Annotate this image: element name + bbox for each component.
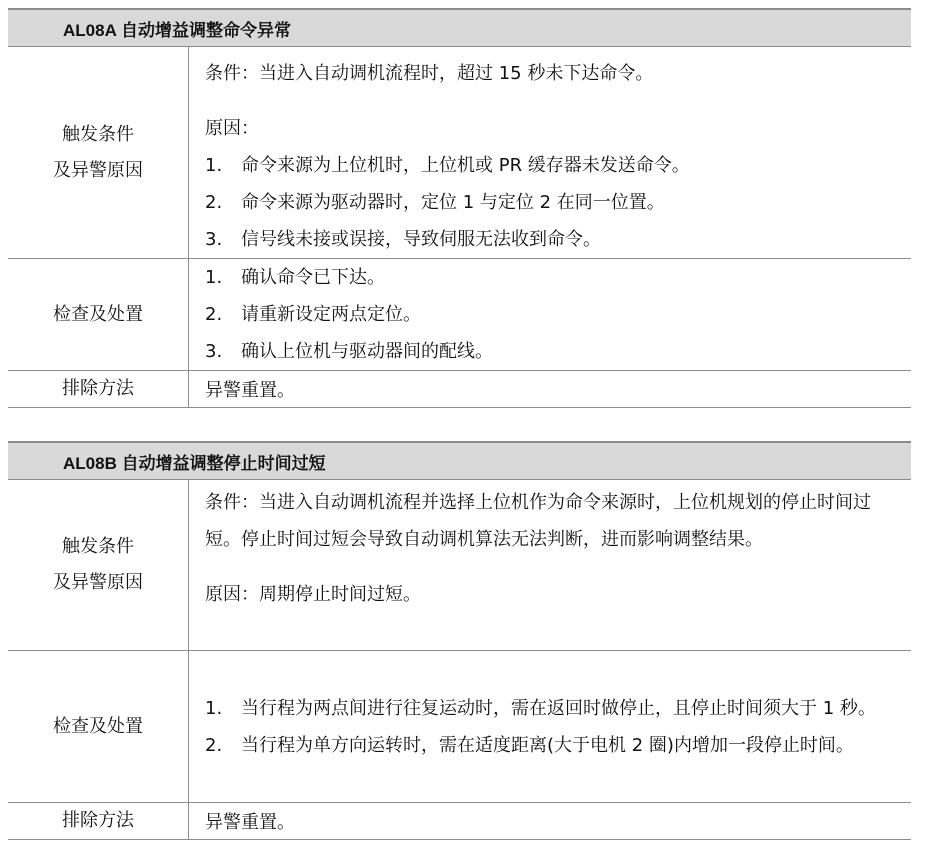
- alarm-header-row: [8, 442, 911, 480]
- list-item: [205, 259, 911, 296]
- alarm-table-al08a: [8, 8, 911, 408]
- alarm-header-row: [8, 9, 911, 47]
- trigger-label: [8, 47, 189, 259]
- list-number: 2.: [205, 192, 223, 213]
- alarm-title: AL08A 自动增益调整命令异常: [8, 9, 911, 47]
- list-number: 1.: [205, 697, 223, 719]
- clear-row: [8, 803, 911, 840]
- check-row: [8, 651, 911, 803]
- list-text: 确认命令已下达。: [241, 267, 385, 288]
- list-text: 请重新设定两点定位。: [241, 304, 421, 325]
- check-list: [205, 690, 903, 764]
- list-text: 命令来源为上位机时，上位机或 PR 缓存器未发送命令。: [241, 155, 690, 176]
- list-number: 3.: [205, 341, 223, 362]
- list-item: [205, 147, 911, 184]
- check-content: [189, 259, 912, 371]
- list-text: 信号线未接或误接，导致伺服无法收到命令。: [241, 229, 601, 250]
- clear-label: 排除方法: [8, 803, 189, 840]
- list-number: 2.: [205, 304, 223, 325]
- clear-label: 排除方法: [8, 371, 189, 408]
- trigger-label-line2: 及异警原因: [53, 572, 143, 593]
- list-number: 3.: [205, 229, 223, 250]
- list-item: [205, 727, 903, 764]
- list-text: 确认上位机与驱动器间的配线。: [241, 341, 493, 362]
- reason-heading: 原因：: [205, 118, 259, 139]
- list-item: [205, 221, 911, 258]
- list-number: 1.: [205, 267, 223, 288]
- clear-row: [8, 371, 911, 408]
- check-content: [189, 651, 912, 803]
- check-list: [205, 259, 911, 370]
- check-label: 检查及处置: [8, 651, 189, 803]
- clear-text: 异警重置。: [189, 803, 912, 840]
- list-item: [205, 690, 903, 727]
- list-text: 命令来源为驱动器时，定位 1 与定位 2 在同一位置。: [241, 192, 665, 213]
- trigger-row: [8, 47, 911, 259]
- reason-text: 原因：周期停止时间过短。: [205, 584, 421, 605]
- trigger-label-line1: 触发条件: [62, 123, 134, 145]
- list-number: 2.: [205, 734, 223, 756]
- condition-text: 条件：当进入自动调机流程时，超过 15 秒未下达命令。: [205, 63, 654, 84]
- reason-list: [205, 147, 911, 258]
- condition-text: 条件：当进入自动调机流程并选择上位机作为命令来源时，上位机规划的停止时间过短。停止时间过短会导致自动调机算法无法判断，进而影响调整结果。: [205, 492, 871, 550]
- alarm-table-al08b: [8, 441, 911, 840]
- check-label: 检查及处置: [8, 259, 189, 371]
- trigger-content: [189, 480, 912, 651]
- trigger-label-line1: 触发条件: [62, 536, 134, 557]
- list-item: [205, 296, 911, 333]
- list-text: 当行程为单方向运转时，需在适度距离(大于电机 2 圈)内增加一段停止时间。: [241, 734, 854, 756]
- list-item: [205, 333, 911, 370]
- trigger-label-line2: 及异警原因: [53, 159, 143, 181]
- trigger-label: [8, 480, 189, 651]
- alarm-title: AL08B 自动增益调整停止时间过短: [8, 442, 911, 480]
- check-row: [8, 259, 911, 371]
- list-item: [205, 184, 911, 221]
- list-text: 当行程为两点间进行往复运动时，需在返回时做停止，且停止时间须大于 1 秒。: [241, 697, 876, 719]
- list-number: 1.: [205, 155, 223, 176]
- trigger-content: [189, 47, 912, 259]
- trigger-row: [8, 480, 911, 651]
- clear-text: 异警重置。: [189, 371, 912, 408]
